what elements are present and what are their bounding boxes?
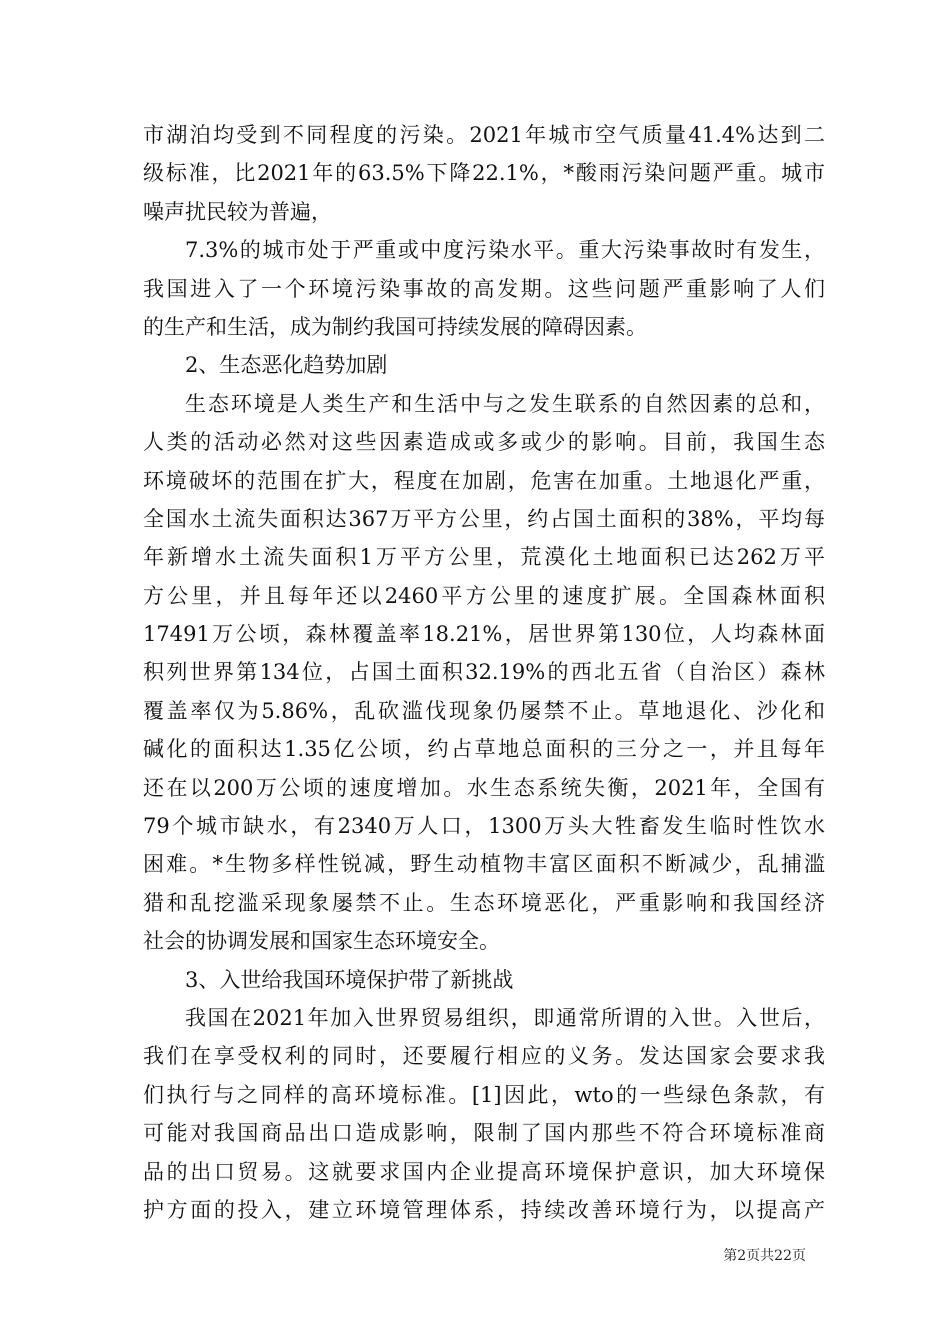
text-line: 市湖泊均受到不同程度的污染。2021年城市空气质量41.4%达到二 bbox=[143, 123, 825, 147]
text-line: 可能对我国商品出口造成影响，限制了国内那些不符合环境标准商 bbox=[143, 1121, 825, 1146]
text-line: 护方面的投入，建立环境管理体系，持续改善环境行为，以提高产 bbox=[143, 1197, 825, 1222]
page-footer bbox=[0, 1244, 950, 1268]
text-line: 我们在享受权利的同时，还要履行相应的义务。发达国家会要求我 bbox=[143, 1044, 825, 1069]
text-line: 碱化的面积达1.35亿公顷，约占草地总面积的三分之一，并且每年 bbox=[143, 737, 825, 762]
text-line: 积列世界第134位，占国土面积32.19%的西北五省（自治区）森林 bbox=[143, 660, 825, 685]
text-line: 的生产和生活，成为制约我国可持续发展的障碍因素。 bbox=[143, 314, 647, 339]
text-line: 79个城市缺水，有2340万人口，1300万头大牲畜发生临时性饮水 bbox=[143, 814, 825, 839]
text-line: 猎和乱挖滥采现象屡禁不止。生态环境恶化，严重影响和我国经济 bbox=[143, 890, 825, 915]
text-line: 社会的协调发展和国家生态环境安全。 bbox=[143, 929, 500, 954]
text-line: 我国在2021年加入世界贸易组织，即通常所谓的入世。入世后， bbox=[185, 1005, 825, 1030]
text-line: 级标准，比2021年的63.5%下降22.1%，*酸雨污染问题严重。城市 bbox=[143, 161, 825, 186]
text-line: 全国水土流失面积达367万平方公里，约占国土面积的38%，平均每 bbox=[143, 506, 825, 531]
text-line: 人类的活动必然对这些因素造成或多或少的影响。目前，我国生态 bbox=[143, 430, 825, 455]
text-line: 品的出口贸易。这就要求国内企业提高环境保护意识，加大环境保 bbox=[143, 1159, 825, 1184]
document-body bbox=[143, 116, 825, 1229]
text-line: 们执行与之同样的高环境标准。[1]因此，wto的一些绿色条款，有 bbox=[143, 1082, 825, 1107]
text-line: 还在以200万公顷的速度增加。水生态系统失衡，2021年，全国有 bbox=[143, 775, 825, 800]
text-line: 3、入世给我国环境保护带了新挑战 bbox=[185, 967, 514, 992]
text-line: 2、生态恶化趋势加剧 bbox=[185, 353, 388, 378]
text-line: 年新增水土流失面积1万平方公里，荒漠化土地面积已达262万平 bbox=[143, 545, 825, 570]
text-line: 生态环境是人类生产和生活中与之发生联系的自然因素的总和， bbox=[185, 391, 825, 416]
text-line: 噪声扰民较为普遍， bbox=[143, 199, 332, 224]
text-line: 环境破坏的范围在扩大，程度在加剧，危害在加重。土地退化严重， bbox=[143, 468, 825, 493]
text-line: 覆盖率仅为5.86%，乱砍滥伐现象仍屡禁不止。草地退化、沙化和 bbox=[143, 698, 825, 723]
text-line: 方公里，并且每年还以2460平方公里的速度扩展。全国森林面积 bbox=[143, 583, 825, 608]
text-line: 困难。*生物多样性锐减，野生动植物丰富区面积不断减少，乱捕滥 bbox=[143, 852, 825, 877]
text-line: 17491万公顷，森林覆盖率18.21%，居世界第130位，人均森林面 bbox=[143, 622, 825, 647]
text-line: 我国进入了一个环境污染事故的高发期。这些问题严重影响了人们 bbox=[143, 276, 825, 301]
page-number: 第2页共22页 bbox=[723, 1248, 806, 1264]
text-line: 7.3%的城市处于严重或中度污染水平。重大污染事故时有发生， bbox=[185, 238, 825, 263]
